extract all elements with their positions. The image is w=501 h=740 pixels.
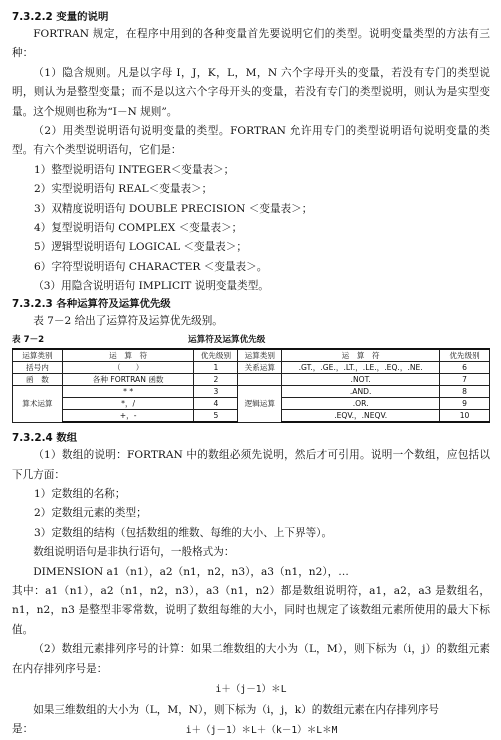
table-header-cell: 运算类别 <box>13 349 63 362</box>
table-cell: .AND. <box>282 386 440 398</box>
formula-3d: i＋（j－1）＊L＋（k－1）＊L＊M <box>185 724 338 736</box>
table-cell: +，- <box>62 410 194 423</box>
operator-precedence-table <box>12 348 490 423</box>
table-cell: .EQV.，.NEQV. <box>282 410 440 423</box>
paragraph: FORTRAN 规定，在程序中用到的各种变量首先要说明它们的类型。说明变量类型的方法有三种： <box>12 28 490 60</box>
paragraph: 数组说明语句是非执行语句，一般格式为： <box>33 546 235 559</box>
table-cell: 括号内 <box>13 362 63 374</box>
paragraph: （2）用类型说明语句说明变量的类型。FORTRAN 允许用专门的类型说明语句说明变量的类型。有六个类型说明语句，它们是： <box>12 125 490 157</box>
table-header-row <box>13 349 490 362</box>
table-row <box>13 374 490 386</box>
table-cell: 算术运算 <box>13 386 63 423</box>
table-header-cell: 运 算 符 <box>282 349 440 362</box>
table-row <box>13 386 490 398</box>
table-cell: * * <box>62 386 194 398</box>
table-header-cell: 优先级别 <box>440 349 490 362</box>
table-header-cell: 运 算 符 <box>62 349 194 362</box>
table-cell: 各种 FORTRAN 函数 <box>62 374 194 386</box>
paragraph: （2）数组元素排列序号的计算：如果二维数组的大小为（L，M），则下标为（i，j）的数组元素在内存排列序号是： <box>12 643 490 675</box>
list-item: 2）定数组元素的类型； <box>34 507 147 520</box>
table-cell: *，/ <box>62 398 194 410</box>
paragraph: （1）数组的说明：FORTRAN 中的数组必须先说明，然后才可引用。说明一个数组，应包括以下几方面： <box>12 449 490 481</box>
table-caption <box>12 333 490 345</box>
table-cell: 4 <box>194 398 238 410</box>
table-label: 表 7－2 <box>12 335 45 346</box>
table-row <box>13 362 490 374</box>
table-cell: 1 <box>194 362 238 374</box>
list-item: 1）定数组的名称； <box>34 487 126 500</box>
table-cell: 3 <box>194 386 238 398</box>
code-line: DIMENSION a1（n1），a2（n1，n2，n3），a3（n1，n2），… <box>33 565 349 578</box>
table-title: 运算符及运算优先级 <box>188 335 266 346</box>
table-cell: 5 <box>194 410 238 423</box>
table-cell <box>238 374 282 386</box>
table-cell: 7 <box>440 374 490 386</box>
table-cell: 10 <box>440 410 490 423</box>
paragraph: （1）隐含规则。凡是以字母 I，J，K，L，M，N 六个字母开头的变量，若没有专门的类型说明，则认为是整型变量；而不是以这六个字母开头的变量，若没有专门的类型说明，则认为是实型变量。这个规则也称为“I－N 规则”。 <box>12 66 490 118</box>
paragraph: （3）用隐含说明语句 IMPLICIT 说明变量类型。 <box>33 280 269 293</box>
formula-3d-line <box>12 720 490 739</box>
paragraph: 其中：a1（n1），a2（n1，n2，n3），a3（n1，n2）都是数组说明符，a1，a2，a3 是数组名，n1，n2，n3 是整型非零常数，说明了数组每维的大小，同时也规定了该数组元素所使用的最大下标值。 <box>12 584 490 636</box>
table-header-cell: 运算类别 <box>238 349 282 362</box>
list-item: 5）逻辑型说明语句 LOGICAL ＜变量表＞； <box>34 241 247 254</box>
section-heading-arrays: 7.3.2.4 数组 <box>12 432 78 445</box>
list-item: 3）定数组的结构（包括数组的维数、每维的大小、上下界等）。 <box>34 526 333 539</box>
table-cell: 关系运算 <box>238 362 282 374</box>
section-heading-operators: 7.3.2.3 各种运算符及运算优先级 <box>12 297 171 310</box>
paragraph: 是： <box>12 723 34 736</box>
table-cell: 函 数 <box>13 374 63 386</box>
table-cell: 2 <box>194 374 238 386</box>
list-item: 6）字符型说明语句 CHARACTER ＜变量表＞。 <box>34 260 268 273</box>
table-cell: 8 <box>440 386 490 398</box>
table-cell: 逻辑运算 <box>238 386 282 423</box>
table-cell: 9 <box>440 398 490 410</box>
table-cell: （ ） <box>62 362 194 374</box>
section-heading-variable-declaration: 7.3.2.2 变量的说明 <box>12 11 109 23</box>
list-item: 4）复型说明语句 COMPLEX ＜变量表＞； <box>34 222 243 235</box>
list-item: 1）整型说明语句 INTEGER＜变量表＞； <box>34 163 235 176</box>
paragraph: 如果三维数组的大小为（L，M，N），则下标为（i，j，k）的数组元素在内存排列序号 <box>33 703 439 716</box>
table-cell: .GT.，.GE.，.LT.，.LE.，.EQ.，.NE. <box>282 362 440 374</box>
table-cell: .NOT. <box>282 374 440 386</box>
table-header-cell: 优先级别 <box>194 349 238 362</box>
table-cell: 6 <box>440 362 490 374</box>
table-cell: .OR. <box>282 398 440 410</box>
list-item: 3）双精度说明语句 DOUBLE PRECISION ＜变量表＞； <box>34 202 313 215</box>
formula-2d: i＋（j－1）＊L <box>215 683 287 695</box>
paragraph: 表 7－2 给出了运算符及运算优先级别。 <box>33 314 223 327</box>
list-item: 2）实型说明语句 REAL＜变量表＞； <box>34 183 213 196</box>
